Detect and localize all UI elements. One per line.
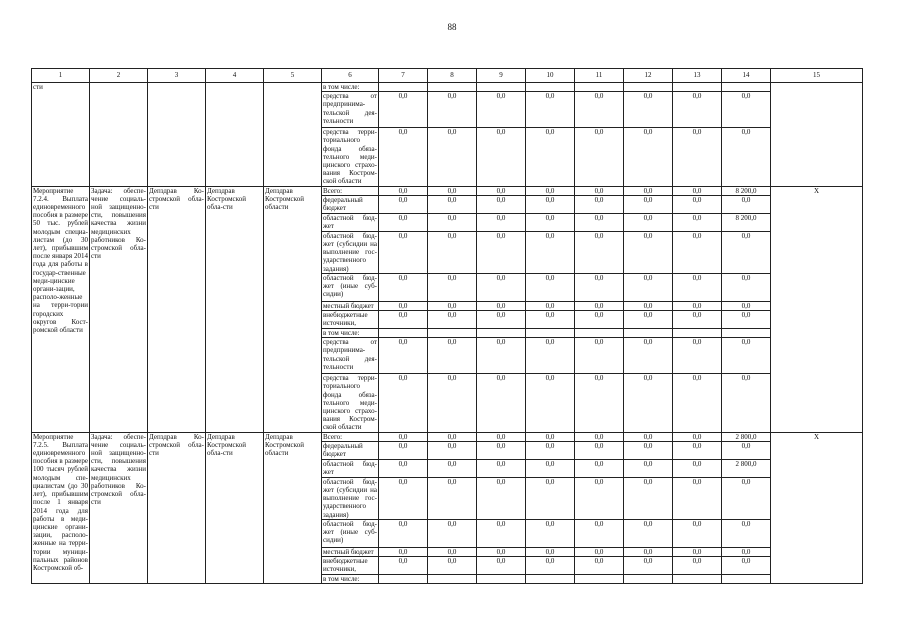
funding-source-label: средства от предпринима-тельской дея-тельности <box>322 338 379 374</box>
value-cell: 0,0 <box>575 213 624 231</box>
value-cell <box>624 329 673 338</box>
value-cell: 0,0 <box>526 213 575 231</box>
value-cell <box>673 575 722 584</box>
value-cell <box>722 83 771 92</box>
value-cell: 0,0 <box>673 374 722 432</box>
value-cell: 0,0 <box>526 128 575 186</box>
value-cell: 0,0 <box>575 374 624 432</box>
value-cell: 0,0 <box>477 213 526 231</box>
value-cell: 0,0 <box>575 301 624 310</box>
value-cell: 0,0 <box>526 301 575 310</box>
value-cell: 0,0 <box>722 557 771 575</box>
value-cell: 0,0 <box>722 195 771 213</box>
value-cell: 0,0 <box>624 557 673 575</box>
funding-source-label: внебюджетные источники, <box>322 557 379 575</box>
funding-source-label: средства терри-ториального фонда обяза-тельного меди-цинского страхо-вания Костром-ской области <box>323 374 377 432</box>
value-cell: 0,0 <box>477 519 526 547</box>
funding-source-label: областной бюд-жет (иные суб-сидии) <box>322 273 379 301</box>
value-cell <box>673 83 722 92</box>
value-cell: 0,0 <box>575 459 624 477</box>
value-cell: 0,0 <box>428 459 477 477</box>
value-cell: 8 200,0 <box>722 213 771 231</box>
value-cell: 0,0 <box>722 338 771 374</box>
value-cell <box>428 329 477 338</box>
value-cell: 0,0 <box>624 338 673 374</box>
value-cell <box>477 329 526 338</box>
value-cell: 0,0 <box>379 311 428 329</box>
value-cell: 0,0 <box>526 441 575 459</box>
value-cell: 0,0 <box>624 273 673 301</box>
value-cell: 0,0 <box>673 441 722 459</box>
value-cell: 0,0 <box>379 432 428 441</box>
funding-source-label: в том числе: <box>322 329 379 338</box>
funding-source-label: в том числе: <box>322 575 379 584</box>
value-cell <box>575 329 624 338</box>
value-cell: 0,0 <box>624 374 673 432</box>
value-cell: 0,0 <box>477 441 526 459</box>
value-cell: 0,0 <box>722 441 771 459</box>
column-number: 9 <box>477 69 526 83</box>
value-cell: 0,0 <box>428 432 477 441</box>
value-cell: 0,0 <box>624 128 673 186</box>
value-cell: 0,0 <box>624 301 673 310</box>
value-cell: 0,0 <box>379 519 428 547</box>
value-cell: 0,0 <box>673 311 722 329</box>
value-cell <box>575 83 624 92</box>
coexecutor-cell: Депздрав Костромской обла-сти <box>206 432 264 584</box>
responsible-cell: Депздрав Ко-стромской обла-сти <box>148 186 206 432</box>
value-cell: 0,0 <box>379 213 428 231</box>
value-cell: 0,0 <box>673 432 722 441</box>
value-cell: 0,0 <box>428 92 477 128</box>
value-cell: 0,0 <box>624 195 673 213</box>
value-cell: 0,0 <box>379 338 428 374</box>
value-cell: 0,0 <box>673 547 722 556</box>
value-cell: 0,0 <box>428 186 477 195</box>
value-cell: 0,0 <box>379 231 428 273</box>
value-cell: 0,0 <box>575 273 624 301</box>
column-number: 14 <box>722 69 771 83</box>
value-cell <box>526 329 575 338</box>
activity-name-cell: Мероприятие 7.2.5. Выплата единовременного пособия в размере 100 тысяч рублей молодым спе-циалистам (до 30 лет), прибывшим после 1 января 2014 года для работы в меди-цинские органи-зации, располо-женные на терри-тории муници-пальных районов Костромской об- <box>32 432 90 584</box>
column-number: 15 <box>771 69 863 83</box>
funding-source-label: местный бюджет <box>322 547 379 556</box>
value-cell: 0,0 <box>575 195 624 213</box>
value-cell: 0,0 <box>379 441 428 459</box>
column-number: 7 <box>379 69 428 83</box>
column-number-row <box>32 69 863 83</box>
empty-cell <box>264 83 322 187</box>
value-cell: 0,0 <box>624 441 673 459</box>
responsible-cell: Депздрав Ко-стромской обла-сти <box>148 432 206 584</box>
value-cell: 0,0 <box>428 519 477 547</box>
page-number: 88 <box>447 22 457 32</box>
value-cell: 0,0 <box>673 213 722 231</box>
value-cell <box>379 83 428 92</box>
value-cell: 0,0 <box>673 301 722 310</box>
value-cell <box>722 575 771 584</box>
value-cell: 0,0 <box>722 519 771 547</box>
value-cell: 0,0 <box>379 92 428 128</box>
value-cell: 0,0 <box>575 92 624 128</box>
value-cell: 0,0 <box>722 301 771 310</box>
value-cell: 2 800,0 <box>722 459 771 477</box>
funding-source-label: областной бюд-жет <box>323 213 377 231</box>
value-cell: 0,0 <box>673 557 722 575</box>
value-cell: 0,0 <box>379 301 428 310</box>
value-cell: 0,0 <box>624 186 673 195</box>
value-cell: 0,0 <box>379 128 428 186</box>
value-cell: 0,0 <box>428 128 477 186</box>
value-cell: 0,0 <box>477 557 526 575</box>
table-row <box>32 432 863 441</box>
funding-source-label: федеральный бюджет <box>322 195 379 213</box>
value-cell <box>526 575 575 584</box>
column-number: 10 <box>526 69 575 83</box>
value-cell: 0,0 <box>428 301 477 310</box>
column-number: 13 <box>673 69 722 83</box>
value-cell: 0,0 <box>575 477 624 519</box>
value-cell: 0,0 <box>722 477 771 519</box>
funding-source-label: средства терри-ториального фонда обяза-тельного меди-цинского страхо-вания Костром-ской области <box>323 128 377 186</box>
value-cell: 0,0 <box>526 92 575 128</box>
value-cell: 0,0 <box>526 519 575 547</box>
value-cell <box>673 329 722 338</box>
value-cell <box>722 329 771 338</box>
column-number: 11 <box>575 69 624 83</box>
value-cell: 0,0 <box>379 273 428 301</box>
value-cell: 0,0 <box>575 128 624 186</box>
value-cell: 2 800,0 <box>722 432 771 441</box>
value-cell: 0,0 <box>722 374 771 432</box>
activity-name-cell: сти <box>32 83 90 187</box>
funding-source-label: областной бюд-жет (субсидии на выполнение гос-ударственного задания) <box>323 231 377 273</box>
value-cell: 0,0 <box>379 557 428 575</box>
column-number: 8 <box>428 69 477 83</box>
value-cell: 0,0 <box>673 231 722 273</box>
funding-source-label: местный бюджет <box>322 301 379 310</box>
value-cell <box>624 83 673 92</box>
value-cell: 0,0 <box>624 92 673 128</box>
value-cell <box>624 575 673 584</box>
value-cell: 0,0 <box>526 432 575 441</box>
value-cell: 0,0 <box>477 186 526 195</box>
value-cell: 0,0 <box>477 231 526 273</box>
value-cell: 0,0 <box>673 338 722 374</box>
value-cell: 0,0 <box>575 432 624 441</box>
table-row <box>32 83 863 92</box>
participant-cell: Депздрав Костромской области <box>264 432 322 584</box>
value-cell: 0,0 <box>428 213 477 231</box>
value-cell: 0,0 <box>575 441 624 459</box>
value-cell <box>477 83 526 92</box>
value-cell: 0,0 <box>526 338 575 374</box>
value-cell: 0,0 <box>526 231 575 273</box>
value-cell: 0,0 <box>428 547 477 556</box>
value-cell: 0,0 <box>477 374 526 432</box>
funding-source-label: в том числе: <box>322 83 379 92</box>
value-cell: 0,0 <box>477 477 526 519</box>
value-cell: 0,0 <box>624 519 673 547</box>
empty-cell <box>206 83 264 187</box>
funding-source-label: областной бюд-жет (субсидии на выполнение гос-ударственного задания) <box>323 477 377 519</box>
value-cell: 0,0 <box>722 92 771 128</box>
mark-cell: Х <box>771 186 863 432</box>
value-cell: 0,0 <box>624 231 673 273</box>
funding-source-label: областной бюд-жет <box>323 459 377 477</box>
value-cell: 0,0 <box>428 338 477 374</box>
value-cell: 0,0 <box>477 273 526 301</box>
value-cell: 0,0 <box>722 273 771 301</box>
value-cell: 0,0 <box>624 311 673 329</box>
table-row <box>32 186 863 195</box>
value-cell: 0,0 <box>673 128 722 186</box>
value-cell: 0,0 <box>526 311 575 329</box>
value-cell: 0,0 <box>673 273 722 301</box>
value-cell: 0,0 <box>722 231 771 273</box>
column-number: 12 <box>624 69 673 83</box>
value-cell: 0,0 <box>673 195 722 213</box>
value-cell: 0,0 <box>526 547 575 556</box>
value-cell: 0,0 <box>477 459 526 477</box>
value-cell: 0,0 <box>379 195 428 213</box>
value-cell: 0,0 <box>526 374 575 432</box>
value-cell: 0,0 <box>722 547 771 556</box>
value-cell: 0,0 <box>673 92 722 128</box>
value-cell: 0,0 <box>575 186 624 195</box>
value-cell: 0,0 <box>477 301 526 310</box>
funding-source-label: Всего: <box>322 432 379 441</box>
value-cell <box>477 575 526 584</box>
column-number: 5 <box>264 69 322 83</box>
value-cell: 0,0 <box>526 459 575 477</box>
empty-cell <box>90 83 148 187</box>
value-cell: 0,0 <box>526 477 575 519</box>
value-cell: 0,0 <box>379 374 428 432</box>
value-cell: 0,0 <box>379 186 428 195</box>
value-cell <box>379 575 428 584</box>
value-cell: 0,0 <box>575 519 624 547</box>
value-cell: 0,0 <box>477 311 526 329</box>
value-cell: 0,0 <box>379 459 428 477</box>
funding-source-label: средства от предпринима-тельской дея-тельности <box>322 92 379 128</box>
empty-cell <box>771 83 863 187</box>
column-number: 6 <box>322 69 379 83</box>
value-cell: 0,0 <box>379 477 428 519</box>
column-number: 2 <box>90 69 148 83</box>
value-cell: 0,0 <box>428 231 477 273</box>
value-cell: 0,0 <box>428 273 477 301</box>
value-cell: 0,0 <box>526 557 575 575</box>
value-cell: 0,0 <box>624 477 673 519</box>
table-body <box>32 69 863 584</box>
funding-source-label: федеральный бюджет <box>322 441 379 459</box>
value-cell: 0,0 <box>428 195 477 213</box>
value-cell: 0,0 <box>575 547 624 556</box>
empty-cell <box>148 83 206 187</box>
budget-table <box>31 68 863 584</box>
value-cell <box>428 83 477 92</box>
value-cell: 0,0 <box>575 311 624 329</box>
funding-source-label: внебюджетные источники, <box>322 311 379 329</box>
column-number: 1 <box>32 69 90 83</box>
value-cell: 0,0 <box>624 459 673 477</box>
value-cell: 8 200,0 <box>722 186 771 195</box>
value-cell: 0,0 <box>673 477 722 519</box>
value-cell: 0,0 <box>624 547 673 556</box>
value-cell: 0,0 <box>673 459 722 477</box>
value-cell <box>379 329 428 338</box>
value-cell: 0,0 <box>526 186 575 195</box>
value-cell: 0,0 <box>526 195 575 213</box>
value-cell: 0,0 <box>575 338 624 374</box>
value-cell: 0,0 <box>477 92 526 128</box>
value-cell: 0,0 <box>379 547 428 556</box>
coexecutor-cell: Депздрав Костромской обла-сти <box>206 186 264 432</box>
mark-cell: Х <box>771 432 863 584</box>
value-cell: 0,0 <box>722 128 771 186</box>
funding-source-label: областной бюд-жет (иные суб-сидии) <box>322 519 379 547</box>
participant-cell: Депздрав Костромской области <box>264 186 322 432</box>
value-cell: 0,0 <box>428 311 477 329</box>
value-cell: 0,0 <box>575 231 624 273</box>
column-number: 4 <box>206 69 264 83</box>
value-cell: 0,0 <box>477 547 526 556</box>
value-cell: 0,0 <box>477 338 526 374</box>
task-cell: Задача: обеспе-чение социаль-ной защищенно-сти, повышения качества жизни медицинских работников Ко-стромской обла-сти <box>90 186 148 432</box>
value-cell: 0,0 <box>673 519 722 547</box>
value-cell: 0,0 <box>624 432 673 441</box>
value-cell: 0,0 <box>428 477 477 519</box>
value-cell: 0,0 <box>624 213 673 231</box>
column-number: 3 <box>148 69 206 83</box>
task-cell: Задача: обеспе-чение социаль-ной защищенно-сти, повышения качества жизни медицинских работников Ко-стромской обла-сти <box>90 432 148 584</box>
value-cell: 0,0 <box>477 432 526 441</box>
value-cell <box>428 575 477 584</box>
activity-name-cell: Мероприятие 7.2.4. Выплата единовременного пособия в размере 50 тыс. рублей молодым специа-листам (до 30 лет), прибывшим после января 2014 года для работы в государ-ственные меди-цинские органи-зации, располо-женные на терри-тории городских округов Кост-ромской области <box>32 186 90 432</box>
value-cell: 0,0 <box>428 374 477 432</box>
value-cell: 0,0 <box>477 195 526 213</box>
value-cell: 0,0 <box>526 273 575 301</box>
value-cell: 0,0 <box>428 441 477 459</box>
value-cell <box>575 575 624 584</box>
value-cell: 0,0 <box>428 557 477 575</box>
value-cell: 0,0 <box>477 128 526 186</box>
funding-source-label: Всего: <box>322 186 379 195</box>
value-cell: 0,0 <box>722 311 771 329</box>
value-cell: 0,0 <box>575 557 624 575</box>
value-cell <box>526 83 575 92</box>
value-cell: 0,0 <box>673 186 722 195</box>
